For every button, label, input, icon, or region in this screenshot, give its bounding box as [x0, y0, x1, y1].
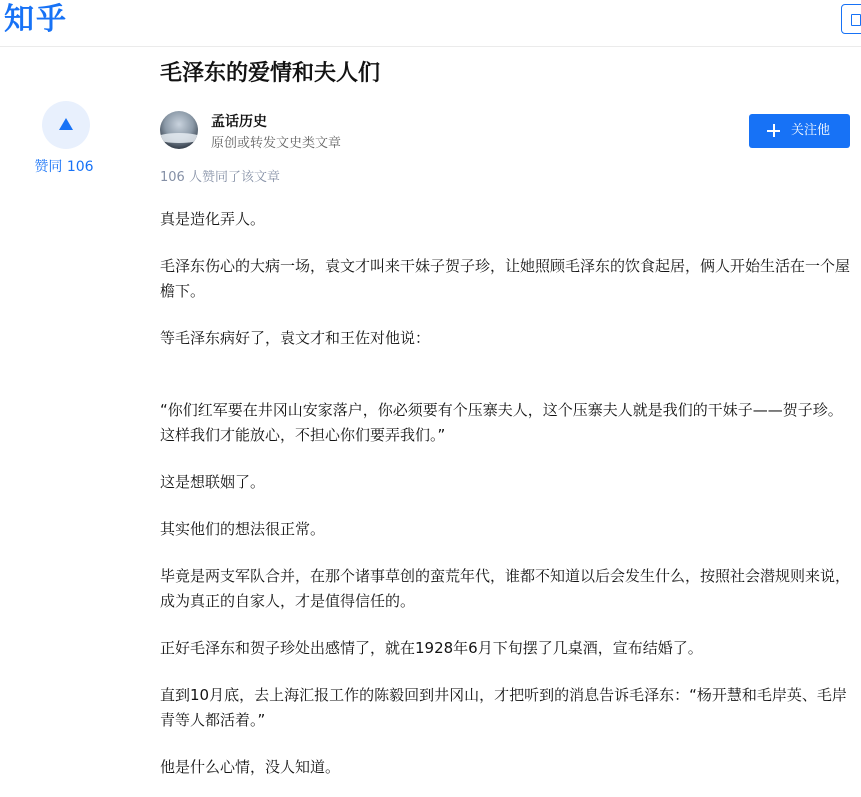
paragraph: 等毛泽东病好了，袁文才和王佐对他说：	[160, 329, 431, 347]
article-body	[160, 207, 854, 780]
follow-button[interactable]	[749, 114, 850, 148]
article-title: 毛泽东的爱情和夫人们	[160, 61, 381, 86]
plus-icon	[767, 124, 780, 137]
author-description: 原创或转发文史类文章	[211, 136, 342, 151]
paragraph: 他是什么心情，没人知道。	[160, 758, 341, 776]
vote-sidebar	[34, 101, 94, 176]
paragraph: 真是造化弄人。	[160, 210, 266, 228]
author-info	[160, 111, 850, 151]
paragraph: 其实他们的想法很正常。	[160, 520, 326, 538]
top-navigation-bar	[0, 0, 861, 47]
write-button[interactable]	[841, 4, 861, 34]
author-name[interactable]: 孟话历史	[211, 114, 267, 130]
vote-summary: 106 人赞同了该文章	[160, 170, 280, 185]
avatar[interactable]	[160, 111, 198, 149]
zhihu-logo[interactable]: 知乎	[4, 2, 68, 37]
upvote-count-label[interactable]: 赞同 106	[34, 159, 94, 175]
paragraph: 正好毛泽东和贺子珍处出感情了，就在1928年6月下旬摆了几桌酒，宣布结婚了。	[160, 639, 703, 657]
paragraph: 毕竟是两支军队合并，在那个诸事草创的蛮荒年代，谁都不知道以后会发生什么，按照社会潜规则来说，成为真正的自家人，才是值得信任的。	[160, 567, 851, 610]
quote-paragraph: “你们红军要在井冈山安家落户，你必须要有个压寨夫人，这个压寨夫人就是我们的干妹子——贺子珍。这样我们才能放心，不担心你们要弄我们。”	[160, 401, 843, 444]
document-icon	[851, 14, 861, 26]
triangle-up-icon	[58, 117, 74, 131]
follow-button-label: 关注他	[791, 123, 831, 138]
paragraph: 毛泽东伤心的大病一场，袁文才叫来干妹子贺子珍，让她照顾毛泽东的饮食起居，俩人开始生活在一个屋檐下。	[160, 257, 851, 300]
upvote-button[interactable]	[42, 101, 90, 149]
paragraph: 直到10月底，去上海汇报工作的陈毅回到井冈山，才把听到的消息告诉毛泽东：“杨开慧和毛岸英、毛岸青等人都活着。”	[160, 686, 847, 729]
paragraph: 这是想联姻了。	[160, 473, 266, 491]
